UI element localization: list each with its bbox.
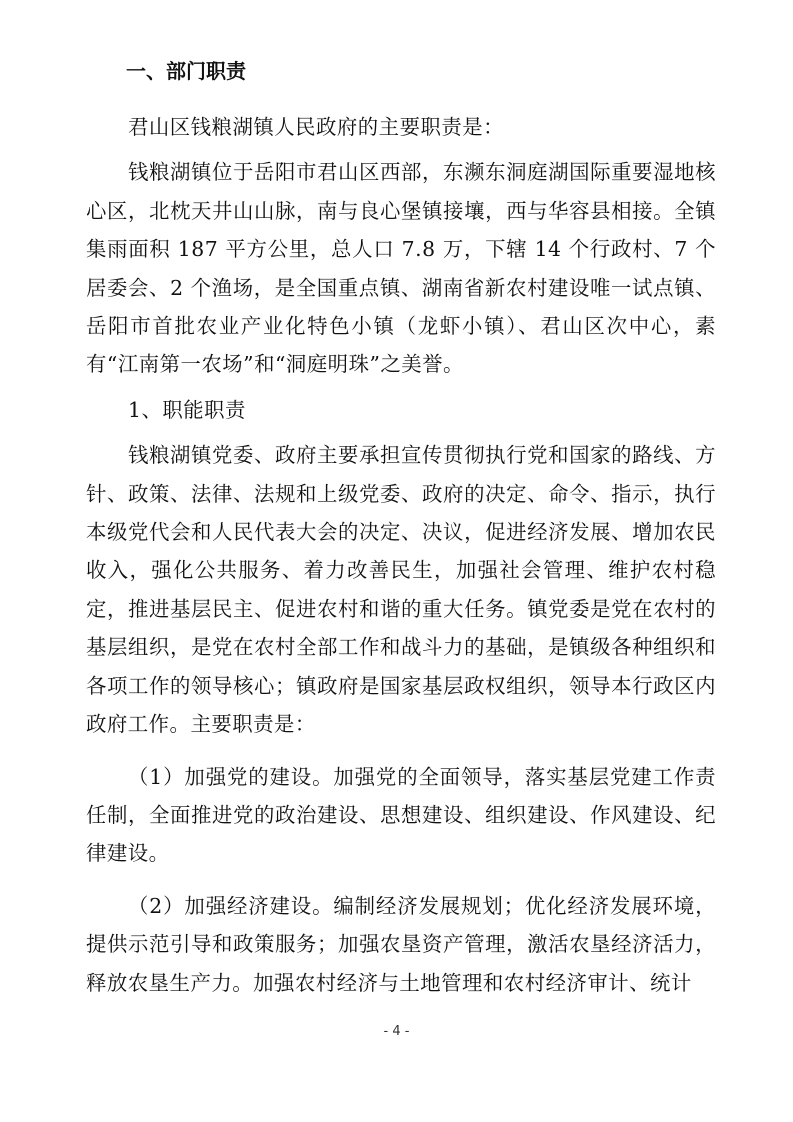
page-number: - 4 - <box>383 1024 410 1039</box>
section-heading: 一、部门职责 <box>126 59 246 83</box>
intro-paragraph: 君山区钱粮湖镇人民政府的主要职责是： <box>128 115 505 139</box>
town-overview-paragraph: 钱粮湖镇位于岳阳市君山区西部，东濒东洞庭湖国际重要湿地核心区，北枕天井山山脉，南与良心堡镇接壤，西与华容县相接。全镇集雨面积 187 平方公里，总人口 7.8 万，下辖 14 个行政村、7 个居委会、2 个渔场，是全国重点镇、湖南省新农村建设唯一试点镇、岳阳市首批农业产业化特色小镇（龙虾小镇）、君山区次中心，素有“江南第一农场”和“洞庭明珠”之美誉。 <box>86 160 716 377</box>
document-page <box>86 50 716 1002</box>
duties-paragraph: 钱粮湖镇党委、政府主要承担宣传贯彻执行党和国家的路线、方针、政策、法律、法规和上级党委、政府的决定、命令、指示，执行本级党代会和人民代表大会的决定、决议，促进经济发展、增加农民收入，强化公共服务、着力改善民生，加强社会管理、维护农村稳定，推进基层民主、促进农村和谐的重大任务。镇党委是党在农村的基层组织，是党在农村全部工作和战斗力的基础，是镇级各种组织和各项工作的领导核心；镇政府是国家基层政权组织，领导本行政区内政府工作。主要职责是： <box>86 443 716 737</box>
subsection-title: 1、职能职责 <box>128 397 246 422</box>
party-building-paragraph: （1）加强党的建设。加强党的全面领导，落实基层党建工作责任制，全面推进党的政治建设、思想建设、组织建设、作风建设、纪律建设。 <box>86 764 716 866</box>
economic-building-paragraph: （2）加强经济建设。编制经济发展规划；优化经济发展环境，提供示范引导和政策服务；加强农垦资产管理，激活农垦经济活力，释放农垦生产力。加强农村经济与土地管理和农村经济审计、统计 <box>86 893 716 995</box>
